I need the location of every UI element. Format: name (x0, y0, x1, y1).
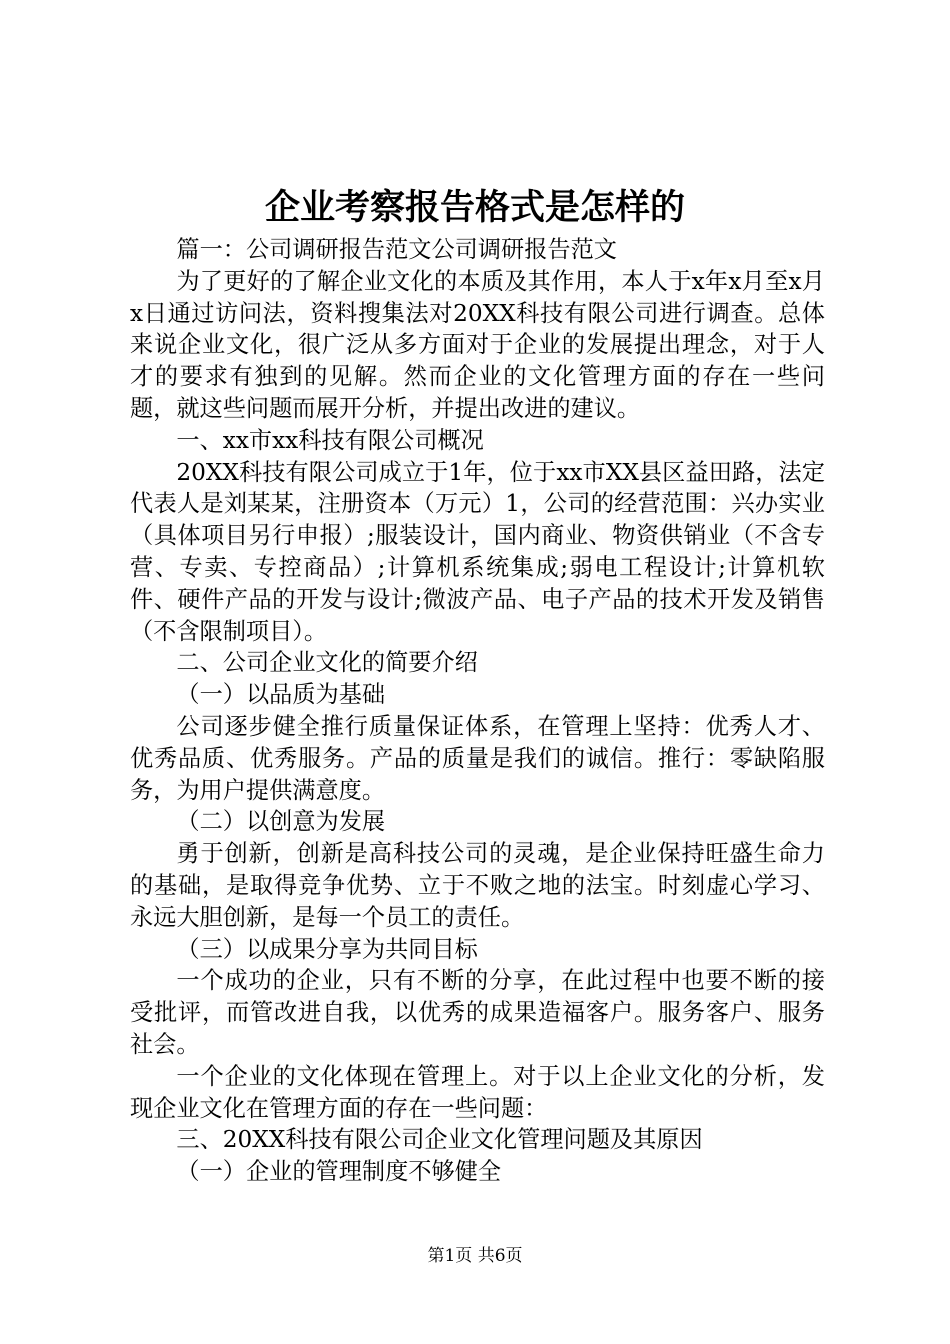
document-body (130, 234, 825, 1188)
paragraph: 20XX科技有限公司成立于1年，位于xx市XX县区益田路，法定代表人是刘某某，注册资本（万元）1，公司的经营范围：兴办实业（具体项目另行申报）;服装设计，国内商业、物资供销业（不含专营、专卖、专控商品）;计算机系统集成;弱电工程设计;计算机软件、硬件产品的开发与设计;微波产品、电子产品的技术开发及销售（不含限制项目）。 (130, 458, 825, 645)
paragraph: 为了更好的了解企业文化的本质及其作用，本人于x年x月至x月x日通过访问法，资料搜集法对20XX科技有限公司进行调查。总体来说企业文化，很广泛从多方面对于企业的发展提出理念，对于人才的要求有独到的见解。然而企业的文化管理方面的存在一些问题，就这些问题而展开分析，并提出改进的建议。 (130, 267, 825, 422)
subsection-heading: （一）企业的管理制度不够健全 (176, 1158, 502, 1186)
paragraph: 篇一：公司调研报告范文公司调研报告范文 (176, 236, 617, 263)
section-heading: 三、20XX科技有限公司企业文化管理问题及其原因 (176, 1126, 703, 1154)
paragraph: 一个企业的文化体现在管理上。对于以上企业文化的分析，发现企业文化在管理方面的存在一些问题： (130, 1062, 825, 1122)
section-heading: 一、xx市xx科技有限公司概况 (176, 426, 484, 454)
document-title: 企业考察报告格式是怎样的 (264, 187, 685, 228)
paragraph: 公司逐步健全推行质量保证体系，在管理上坚持：优秀人才、优秀品质、优秀服务。产品的质量是我们的诚信。推行：零缺陷服务，为用户提供满意度。 (130, 712, 825, 804)
paragraph: 勇于创新，创新是高科技公司的灵魂，是企业保持旺盛生命力的基础，是取得竞争优势、立于不败之地的法宝。时刻虚心学习、永远大胆创新，是每一个员工的责任。 (130, 840, 825, 931)
subsection-heading: （一）以品质为基础 (176, 681, 386, 709)
subsection-heading: （三）以成果分享为共同目标 (176, 935, 478, 963)
section-heading: 二、公司企业文化的简要介绍 (176, 649, 478, 677)
page-footer: 第1页 共6页 (427, 1246, 523, 1266)
subsection-heading: （二）以创意为发展 (176, 808, 386, 836)
paragraph: 一个成功的企业，只有不断的分享，在此过程中也要不断的接受批评，而管改进自我，以优秀的成果造福客户。服务客户、服务社会。 (130, 967, 825, 1058)
